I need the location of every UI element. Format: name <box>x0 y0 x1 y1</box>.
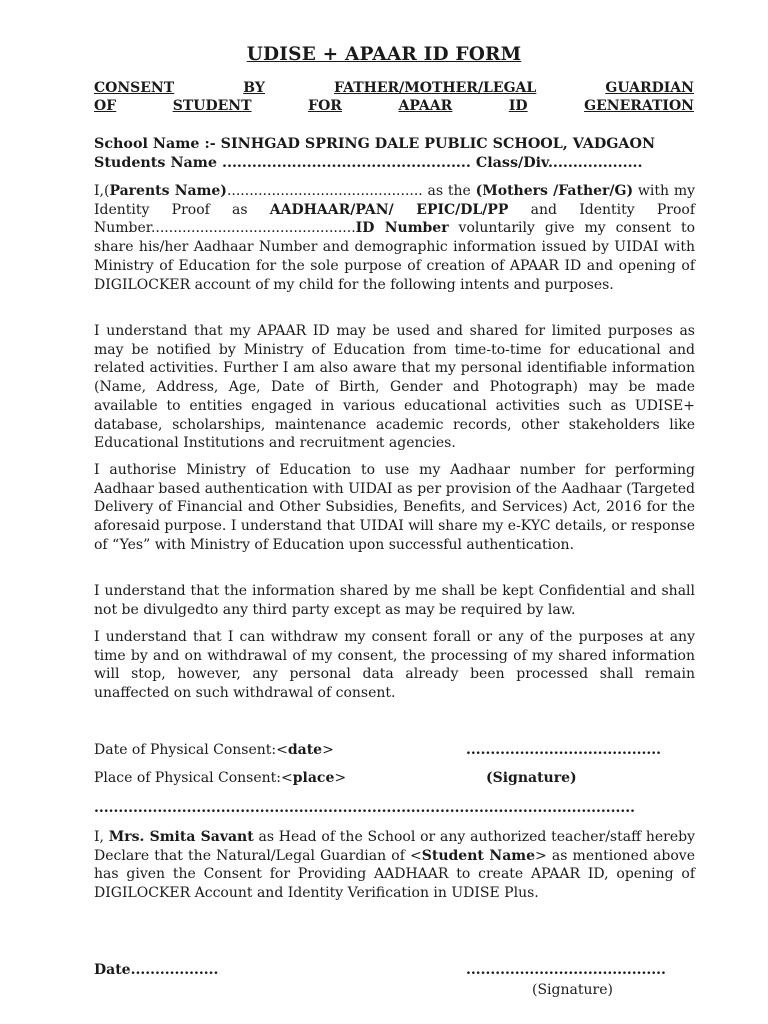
footer-signature-field[interactable]: ......................................... <box>466 962 666 978</box>
heading-word: GENERATION <box>584 98 694 114</box>
footer-date-label: Date <box>94 962 131 978</box>
students-name-line <box>94 155 694 171</box>
physical-date-label: Date of Physical Consent:< <box>94 742 288 758</box>
id-number-label: ID Number <box>355 220 449 237</box>
physical-place-label: Place of Physical Consent:< <box>94 770 293 786</box>
physical-place-value[interactable]: place <box>292 770 335 786</box>
heading-word: GUARDIAN <box>605 80 694 96</box>
heading-word: OF <box>94 98 117 114</box>
parents-name-label: Parents Name) <box>109 183 227 199</box>
physical-date-line <box>94 742 334 758</box>
separator-dots: ............................................................................................................... <box>94 800 636 816</box>
footer-signature-label: (Signature) <box>532 982 613 998</box>
students-name-field[interactable]: .................................................. <box>221 155 471 171</box>
physical-place-close: > <box>334 770 347 786</box>
school-name-value: SINHGAD SPRING DALE PUBLIC SCHOOL, VADGAON <box>220 136 656 152</box>
p1-text: voluntarily give my consent to share his/her Aadhaar Number and demographic information issued by UIDAI with Ministry of Education for the sole purpose of creation of APAAR ID and opening of DIGILOCKER account of my child for the following intents and purposes. <box>94 220 695 293</box>
consent-paragraph-3: I authorise Ministry of Education to use my Aadhaar number for performing Aadhaar based authentication with UIDAI as per provision of the Aadhaar (Targeted Delivery of Financial and Other Subsidies, Benefits, and Services) Act, 2016 for the aforesaid purpose. I understand that UIDAI will share my e-KYC details, or response of “Yes” with Ministry of Education upon successful authentication. <box>94 462 695 553</box>
consent-paragraph-5: I understand that I can withdraw my consent forall or any of the purposes at any time by and on withdrawal of my consent, the processing of my shared information will stop, however, any personal data already been processed shall remain unaffected on such withdrawal of consent. <box>94 629 695 702</box>
relation-label: (Mothers /Father/G) <box>475 183 634 199</box>
physical-place-line <box>94 770 346 786</box>
form-title: UDISE + APAAR ID FORM <box>246 44 522 65</box>
heading-word: FOR <box>308 98 342 114</box>
class-div-label: Class/Div <box>470 155 548 171</box>
heading-word: CONSENT <box>94 80 175 96</box>
parents-name-field[interactable]: ............................................ <box>226 183 423 199</box>
consent-paragraph-2: I understand that my APAAR ID may be used and shared for limited purposes as may be notified by Ministry of Education from time-to-time for educational and related activities. Further I am also aware that my personal identifiable information (Name, Address, Age, Date of Birth, Gender and Photograph) may be made available to entities engaged in various educational activities such as UDISE+ database, scholarships, maintenance academic records, other stakeholders like Educational Institutions and recruitment agencies. <box>94 323 695 452</box>
signature-field[interactable]: ........................................ <box>466 742 661 758</box>
class-div-field[interactable]: ................... <box>547 155 643 171</box>
physical-date-value[interactable]: date <box>287 742 323 758</box>
school-name-label: School Name :- <box>94 136 221 152</box>
consent-paragraph-4: I understand that the information shared by me shall be kept Confidential and shall not be divulgedto any third party except as may be required by law. <box>94 583 695 618</box>
student-name-placeholder: Student Name <box>421 847 536 864</box>
consent-heading-line1 <box>94 80 694 96</box>
footer-date-line <box>94 962 218 978</box>
school-declaration <box>94 828 695 903</box>
heading-word: FATHER/MOTHER/LEGAL <box>334 80 537 96</box>
heading-word: ID <box>508 98 528 114</box>
school-name-line <box>94 136 694 152</box>
id-number-field[interactable]: and Identity Proof Number.............................................. <box>94 201 696 237</box>
p1-text: I,( <box>94 183 110 199</box>
heading-word: APAAR <box>398 98 453 114</box>
p1-text: with my Identity Proof as <box>94 183 696 218</box>
consent-paragraph-1 <box>94 182 695 294</box>
heading-word: BY <box>243 80 265 96</box>
declaration-text: I, <box>94 829 109 845</box>
footer-date-field[interactable]: .................. <box>130 962 219 978</box>
declaration-text: > as mentioned above has given the Consent for Providing AADHAAR to create APAAR ID, opening of DIGILOCKER Account and Identity Verification in UDISE Plus. <box>94 847 695 902</box>
heading-word: STUDENT <box>172 98 252 114</box>
consent-heading-line2 <box>94 98 694 114</box>
head-of-school-name: Mrs. Smita Savant <box>108 829 254 845</box>
physical-date-close: > <box>322 742 334 758</box>
declaration-text: as Head of the School or any authorized teacher/staff hereby Declare that the Natural/Legal Guardian of < <box>94 829 695 864</box>
students-name-label: Students Name <box>94 155 222 171</box>
id-proof-types: AADHAAR/PAN/ EPIC/DL/PP <box>269 201 509 218</box>
signature-label: (Signature) <box>486 770 577 786</box>
p1-text: as the <box>422 183 476 199</box>
